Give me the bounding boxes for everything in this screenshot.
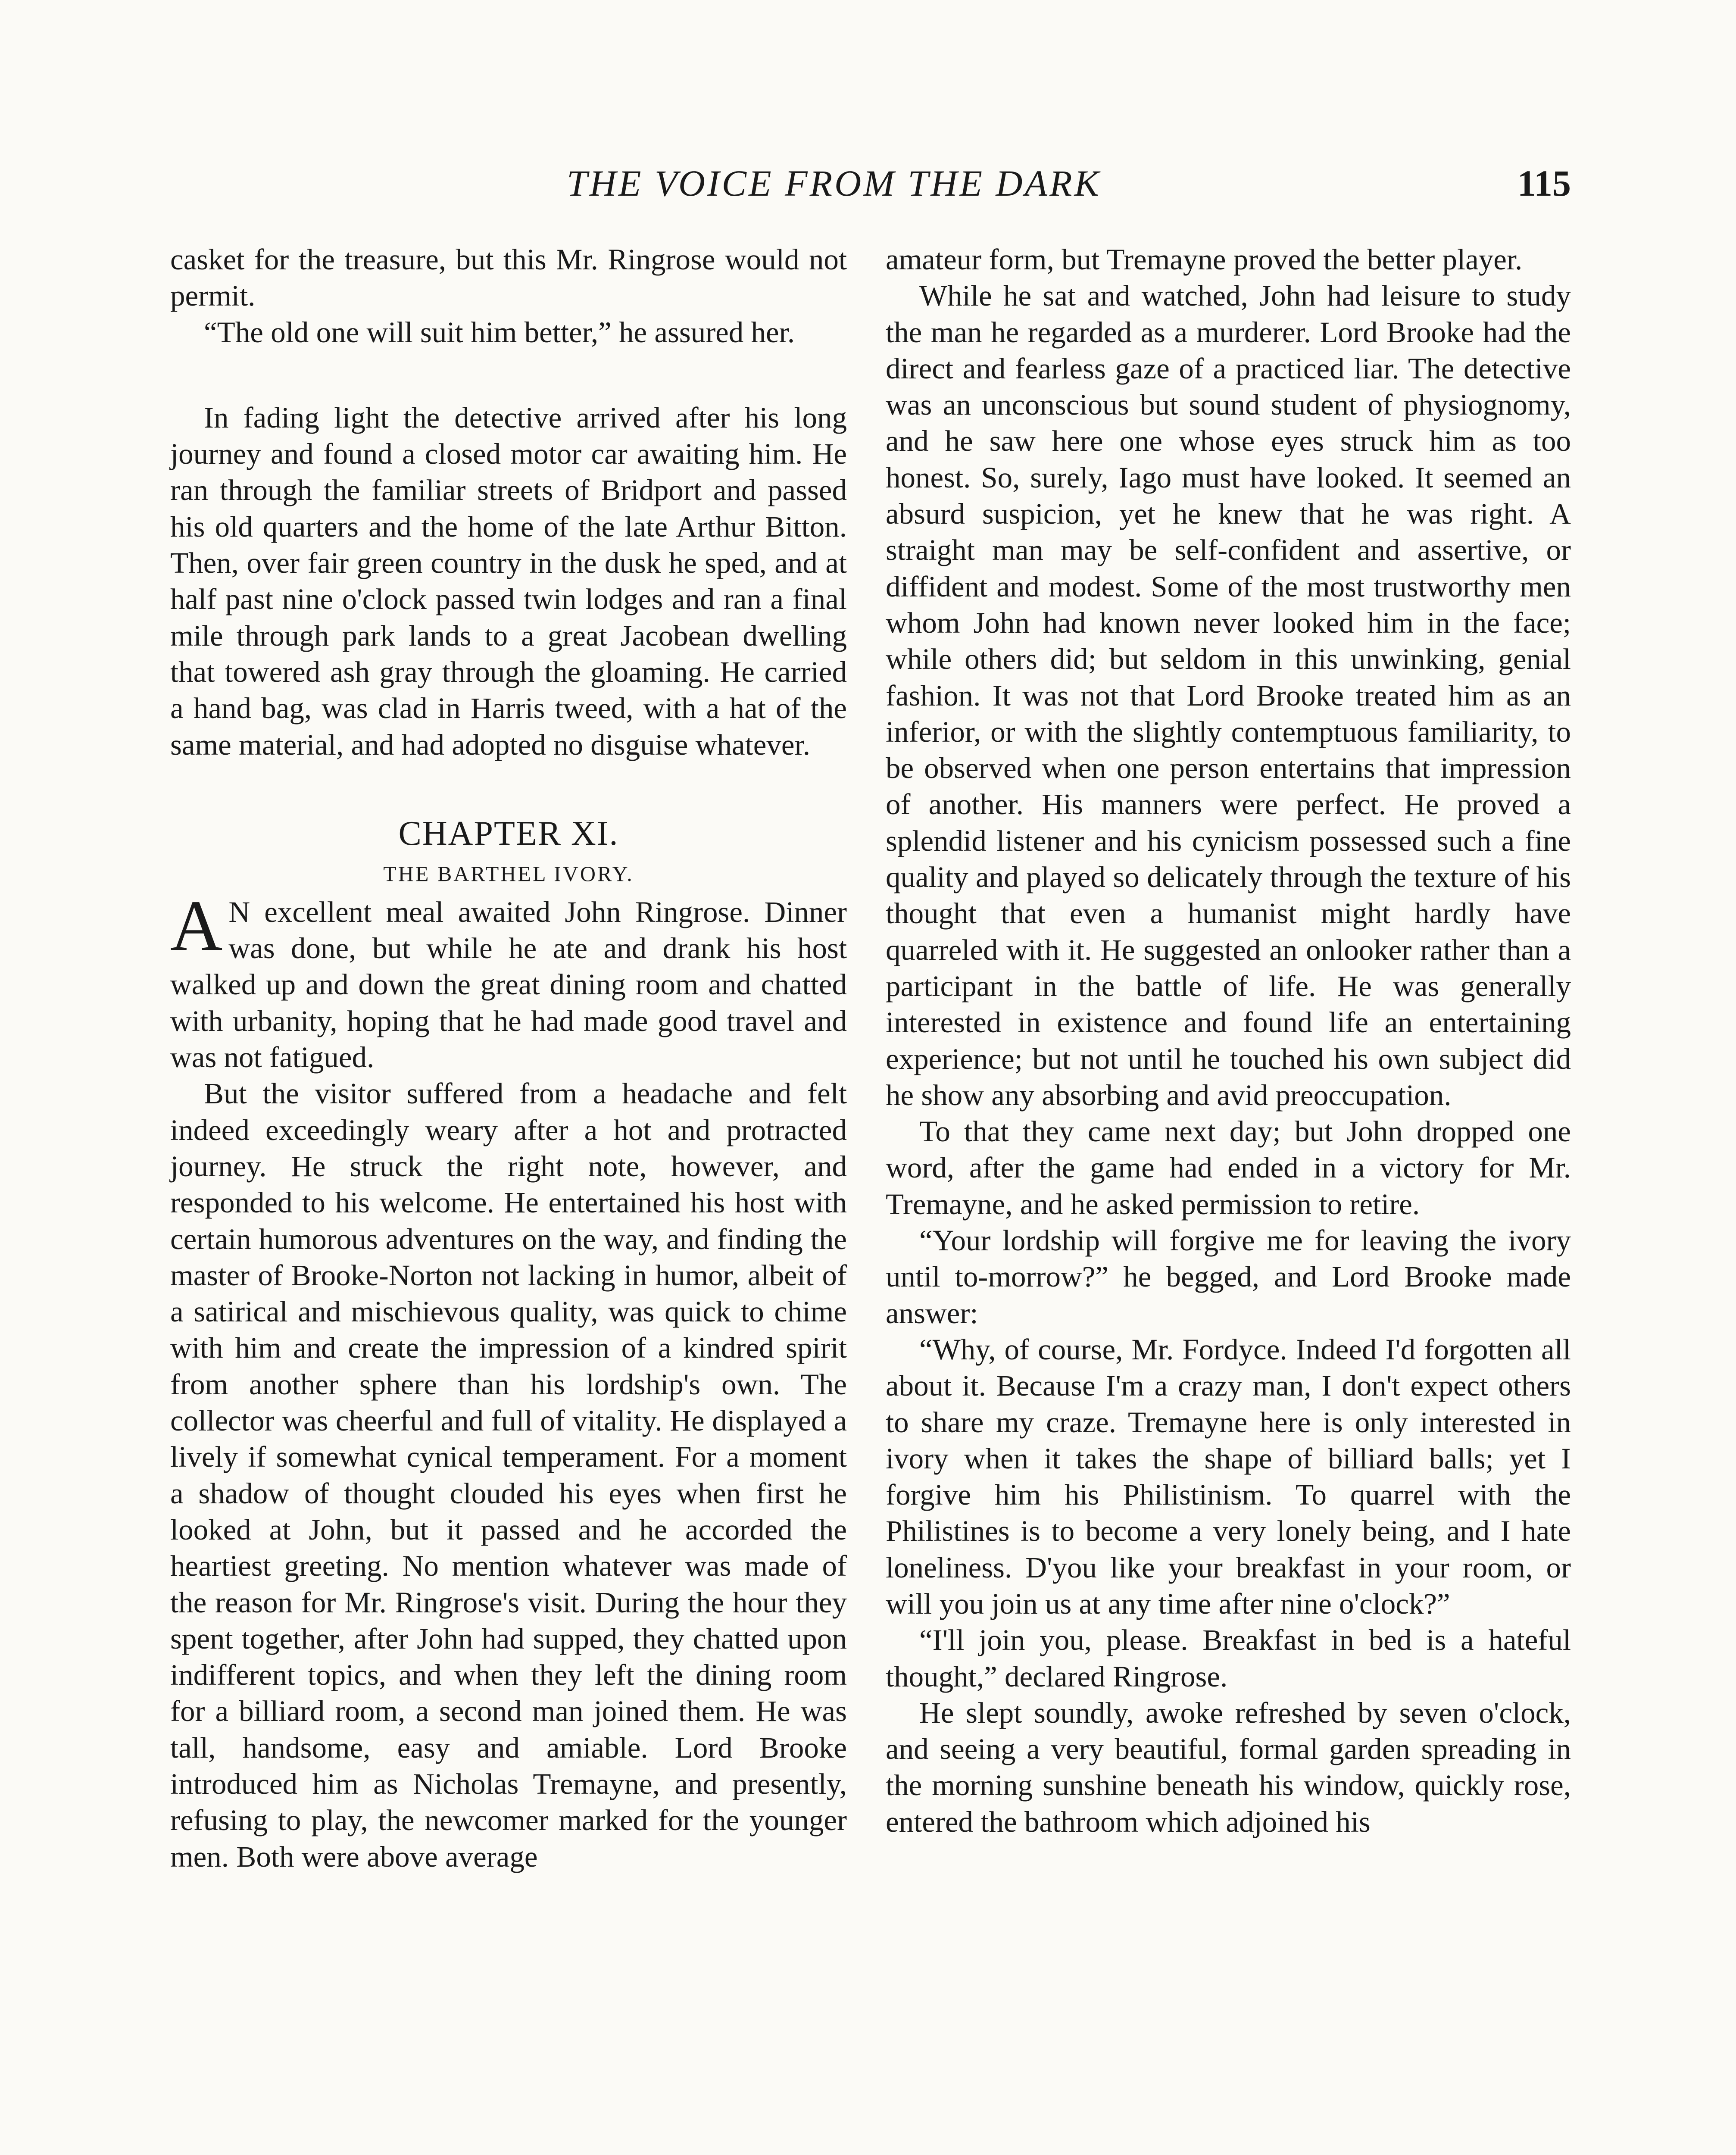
page-number: 115	[1517, 162, 1571, 204]
paragraph: “Your lordship will forgive me for leaving the ivory until to-morrow?” he begged, and Lord Brooke made answer:	[886, 1224, 1571, 1330]
paragraph: He slept soundly, awoke refreshed by seven o'clock, and seeing a very beautiful, formal garden spreading in the morning sunshine beneath his window, quickly rose, entered the bathroom which adjoined his	[886, 1696, 1571, 1838]
paragraph: “The old one will suit him better,” he assured her.	[204, 315, 795, 349]
paragraph: “I'll join you, please. Breakfast in bed is a hateful thought,” declared Ringrose.	[886, 1624, 1571, 1693]
paragraph: To that they came next day; but John dropped one word, after the game had ended in a victory for Mr. Tremayne, and he asked permission to retire.	[886, 1115, 1571, 1221]
paragraph: “Why, of course, Mr. Fordyce. Indeed I'd forgotten all about it. Because I'm a crazy man, I don't expect others to share my craze. Tremayne here is only interested in ivory when it takes the shape of billiard balls; yet I forgive him his Philistinism. To quarrel with the Philistines is to become a very lonely being, and I hate loneliness. D'you like your breakfast in your room, or will you join us at any time after nine o'clock?”	[886, 1333, 1571, 1620]
left-column	[170, 241, 847, 1875]
paragraph: casket for the treasure, but this Mr. Ringrose would not permit.	[170, 243, 847, 312]
running-title: THE VOICE FROM THE DARK	[567, 162, 1101, 204]
paragraph: In fading light the detective arrived after his long journey and found a closed motor car awaiting him. He ran through the familiar streets of Bridport and passed his old quarters and the home of the late Arthur Bitton. Then, over fair green country in the dusk he sped, and at half past nine o'clock passed twin lodges and ran a final mile through park lands to a great Jacobean dwelling that towered ash gray through the gloaming. He carried a hand bag, was clad in Harris tweed, with a hat of the same material, and had adopted no disguise whatever.	[170, 401, 847, 761]
chapter-opening-paragraph	[170, 885, 847, 1075]
paragraph: But the visitor suffered from a headache and felt indeed exceedingly weary after a hot and protracted journey. He struck the right note, however, and responded to his welcome. He entertained his host with certain humorous adventures on the way, and finding the master of Brooke-Norton not lacking in humor, albeit of a satirical and mischievous quality, was quick to chime with him and create the impression of a kindred spirit from another sphere than his lordship's own. The collector was cheerful and full of vitality. He displayed a lively if somewhat cynical temperament. For a moment a shadow of thought clouded his eyes when first he looked at John, but it passed and he accorded the heartiest greeting. No mention whatever was made of the reason for Mr. Ringrose's visit. During the hour they spent together, after John had supped, they chatted upon indifferent topics, and when they left the dining room for a billiard room, a second man joined them. He was tall, handsome, easy and amiable. Lord Brooke introduced him as Nicholas Tremayne, and presently, refusing to play, the newcomer marked for the younger men. Both were above average	[170, 1077, 847, 1873]
paragraph: While he sat and watched, John had leisure to study the man he regarded as a murderer. Lord Brooke had the direct and fearless gaze of a practiced liar. The detective was an unconscious but sound student of physiognomy, and he saw here one whose eyes struck him as too honest. So, surely, Iago must have looked. It seemed an absurd suspicion, yet he knew that he was right. A straight man may be self-confident and assertive, or diffident and modest. Some of the most trustworthy men whom John had known never looked him in the face; while others did; but seldom in this unwinking, genial fashion. It was not that Lord Brooke treated him as an inferior, or with the slightly contemptuous familiarity, to be observed when one person entertains that impression of another. His manners were perfect. He proved a splendid listener and his cynicism possessed such a fine quality and played so delicately through the texture of his thought that even a humanist might hardly have quarreled with it. He suggested an onlooker rather than a participant in the battle of life. He was generally interested in existence and found life an entertaining experience; but not until he touched his own subject did he show any absorbing and avid preoccupation.	[886, 279, 1571, 1112]
chapter-subtitle: THE BARTHEL IVORY.	[383, 861, 634, 886]
drop-cap: A	[170, 885, 223, 966]
chapter-title: CHAPTER XI.	[398, 814, 619, 853]
paragraph-text: N excellent meal awaited John Ringrose. Dinner was done, but while he ate and drank his host walked up and down the great dining room and chatted with urbanity, hoping that he had made good travel and was not fatigued.	[170, 895, 847, 1074]
paragraph: amateur form, but Tremayne proved the better player.	[886, 243, 1523, 276]
right-column	[886, 241, 1571, 1840]
page-header	[170, 162, 1571, 209]
